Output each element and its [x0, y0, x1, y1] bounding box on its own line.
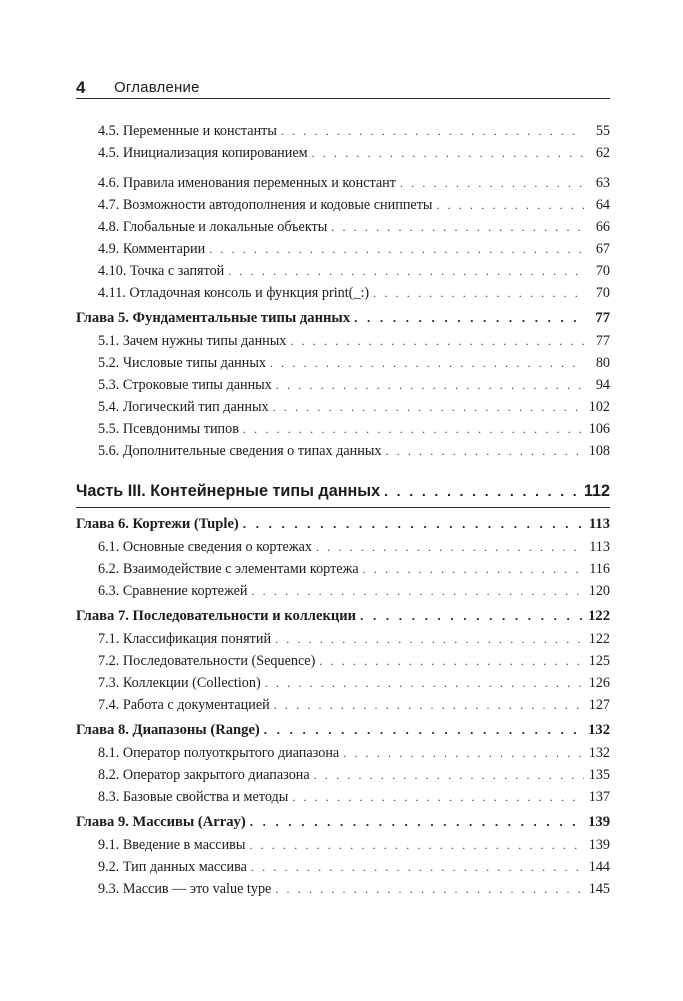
toc-entry-label: 5.5. Псевдонимы типов	[98, 421, 239, 437]
leader-dots	[436, 194, 584, 216]
leader-dots	[264, 718, 584, 742]
toc-entry-page: 55	[595, 123, 610, 139]
leader-dots	[243, 512, 584, 536]
chapter-page: 132	[588, 722, 610, 738]
chapter-title: Глава 8. Диапазоны (Range)	[76, 722, 260, 738]
toc-entry-page: 126	[588, 675, 610, 691]
toc-entry-label: 5.6. Дополнительные сведения о типах данных	[98, 443, 382, 459]
toc-entry-page: 135	[588, 767, 610, 783]
toc-entry-label: 4.5. Инициализация копированием	[98, 145, 308, 161]
toc-entry[interactable]	[76, 536, 610, 558]
leader-dots	[228, 260, 584, 282]
toc-entry-page: 116	[589, 561, 610, 577]
toc-entry[interactable]	[76, 878, 610, 900]
toc-entry[interactable]	[76, 786, 610, 808]
toc-entry-label: 7.4. Работа с документацией	[98, 697, 270, 713]
toc-chapter-7[interactable]	[76, 604, 610, 628]
leader-dots	[319, 650, 584, 672]
chapter-page: 139	[588, 814, 610, 830]
toc-entry[interactable]	[76, 856, 610, 878]
toc-entry-page: 106	[588, 421, 610, 437]
toc-entry-label: 4.11. Отладочная консоль и функция print(_:)	[98, 285, 370, 301]
toc-entry[interactable]	[76, 558, 610, 580]
toc-entry-label: 4.9. Комментарии	[98, 241, 206, 257]
toc-entry-page: 120	[588, 583, 610, 599]
toc-entry-label: 7.3. Коллекции (Collection)	[98, 675, 261, 691]
toc-chapter-5[interactable]	[76, 306, 610, 330]
toc-entry-label: 8.3. Базовые свойства и методы	[98, 789, 289, 805]
toc-entry[interactable]	[76, 694, 610, 716]
toc-entry-page: 132	[588, 745, 610, 761]
toc-entry[interactable]	[76, 834, 610, 856]
toc-entry[interactable]	[76, 672, 610, 694]
toc-entry-page: 137	[588, 789, 610, 805]
chapter-title: Глава 7. Последовательности и коллекции	[76, 608, 357, 624]
toc-entry[interactable]	[76, 628, 610, 650]
leader-dots	[314, 764, 584, 786]
leader-dots	[243, 418, 584, 440]
toc-entry[interactable]	[76, 418, 610, 440]
toc-entry[interactable]	[76, 374, 610, 396]
chapter-page: 122	[588, 608, 610, 624]
chapter-page: 113	[588, 516, 610, 532]
toc-entry[interactable]	[76, 142, 610, 164]
leader-dots	[251, 580, 584, 602]
leader-dots	[209, 238, 584, 260]
part-page: 112	[583, 482, 610, 500]
toc-part-3[interactable]	[76, 478, 610, 508]
part-title: Часть III. Контейнерные типы данных	[76, 482, 381, 500]
leader-dots	[276, 374, 584, 396]
toc-entry-page: 77	[595, 333, 610, 349]
toc-entry[interactable]	[76, 396, 610, 418]
toc-entry-page: 139	[588, 837, 610, 853]
leader-dots	[273, 396, 584, 418]
toc-entry-page: 62	[595, 145, 610, 161]
toc-entry-label: 4.6. Правила именования переменных и констант	[98, 175, 396, 191]
leader-dots	[363, 558, 584, 580]
toc-entry-label: 9.1. Введение в массивы	[98, 837, 246, 853]
toc-entry-label: 5.2. Числовые типы данных	[98, 355, 266, 371]
table-of-contents	[76, 120, 610, 900]
leader-dots	[274, 694, 584, 716]
leader-dots	[354, 306, 584, 330]
leader-dots	[249, 834, 584, 856]
leader-dots	[384, 478, 580, 504]
toc-entry-page: 145	[588, 881, 610, 897]
toc-entry-label: 8.2. Оператор закрытого диапазона	[98, 767, 310, 783]
toc-entry-label: 5.1. Зачем нужны типы данных	[98, 333, 287, 349]
running-title: Оглавление	[114, 79, 200, 96]
toc-entry-page: 127	[588, 697, 610, 713]
toc-entry-label: 4.7. Возможности автодополнения и кодовые сниппеты	[98, 197, 433, 213]
toc-entry-page: 113	[589, 539, 610, 555]
leader-dots	[265, 672, 584, 694]
toc-entry[interactable]	[76, 352, 610, 374]
toc-entry-page: 63	[595, 175, 610, 191]
leader-dots	[250, 810, 584, 834]
leader-dots	[275, 628, 584, 650]
toc-entry-label: 7.2. Последовательности (Sequence)	[98, 653, 316, 669]
leader-dots	[292, 786, 584, 808]
leader-dots	[400, 172, 584, 194]
part-heading	[76, 478, 610, 504]
toc-entry-page: 102	[588, 399, 610, 415]
toc-entry[interactable]	[76, 764, 610, 786]
toc-entry-label: 4.5. Переменные и константы	[98, 123, 277, 139]
toc-entry-label: 9.3. Массив — это value type	[98, 881, 272, 897]
toc-entry-label: 6.3. Сравнение кортежей	[98, 583, 248, 599]
toc-entry-label: 4.8. Глобальные и локальные объекты	[98, 219, 328, 235]
toc-entry[interactable]	[76, 330, 610, 352]
toc-entry-page: 122	[588, 631, 610, 647]
toc-entry-page: 125	[588, 653, 610, 669]
toc-chapter-9[interactable]	[76, 810, 610, 834]
toc-entry[interactable]	[76, 216, 610, 238]
leader-dots	[385, 440, 584, 462]
toc-entry-label: 5.3. Строковые типы данных	[98, 377, 272, 393]
leader-dots	[312, 142, 584, 164]
toc-entry-page: 94	[595, 377, 610, 393]
leader-dots	[373, 282, 584, 304]
toc-entry[interactable]	[76, 580, 610, 602]
toc-entry[interactable]	[76, 120, 610, 142]
toc-entry-label: 7.1. Классификация понятий	[98, 631, 272, 647]
toc-entry-label: 4.10. Точка с запятой	[98, 263, 225, 279]
leader-dots	[275, 878, 584, 900]
leader-dots	[360, 604, 584, 628]
toc-entry-page: 144	[588, 859, 610, 875]
leader-dots	[281, 120, 584, 142]
toc-entry-label: 8.1. Оператор полуоткрытого диапазона	[98, 745, 340, 761]
page-header	[76, 78, 610, 99]
toc-entry-label: 5.4. Логический тип данных	[98, 399, 269, 415]
toc-entry[interactable]	[76, 440, 610, 462]
leader-dots	[251, 856, 584, 878]
chapter-title: Глава 5. Фундаментальные типы данных	[76, 310, 351, 326]
toc-entry[interactable]	[76, 172, 610, 194]
leader-dots	[290, 330, 584, 352]
leader-dots	[343, 742, 584, 764]
toc-entry-page: 108	[588, 443, 610, 459]
toc-entry-page: 80	[595, 355, 610, 371]
toc-chapter-8[interactable]	[76, 718, 610, 742]
chapter-page: 77	[595, 310, 610, 326]
toc-entry[interactable]	[76, 650, 610, 672]
chapter-title: Глава 9. Массивы (Array)	[76, 814, 246, 830]
toc-entry-label: 9.2. Тип данных массива	[98, 859, 247, 875]
leader-dots	[331, 216, 584, 238]
toc-entry[interactable]	[76, 194, 610, 216]
leader-dots	[270, 352, 584, 374]
toc-entry-page: 70	[595, 263, 610, 279]
toc-entry[interactable]	[76, 238, 610, 260]
toc-entry-page: 64	[595, 197, 610, 213]
toc-chapter-6[interactable]	[76, 512, 610, 536]
toc-entry-label: 6.1. Основные сведения о кортежах	[98, 539, 313, 555]
chapter-title: Глава 6. Кортежи (Tuple)	[76, 516, 239, 532]
toc-entry-label: 6.2. Взаимодействие с элементами кортежа	[98, 561, 359, 577]
toc-entry-page: 67	[595, 241, 610, 257]
toc-entry-page: 66	[595, 219, 610, 235]
toc-entry[interactable]	[76, 282, 610, 304]
page-number: 4	[76, 78, 86, 97]
leader-dots	[316, 536, 584, 558]
toc-entry-page: 70	[595, 285, 610, 301]
toc-entry[interactable]	[76, 260, 610, 282]
toc-entry[interactable]	[76, 742, 610, 764]
